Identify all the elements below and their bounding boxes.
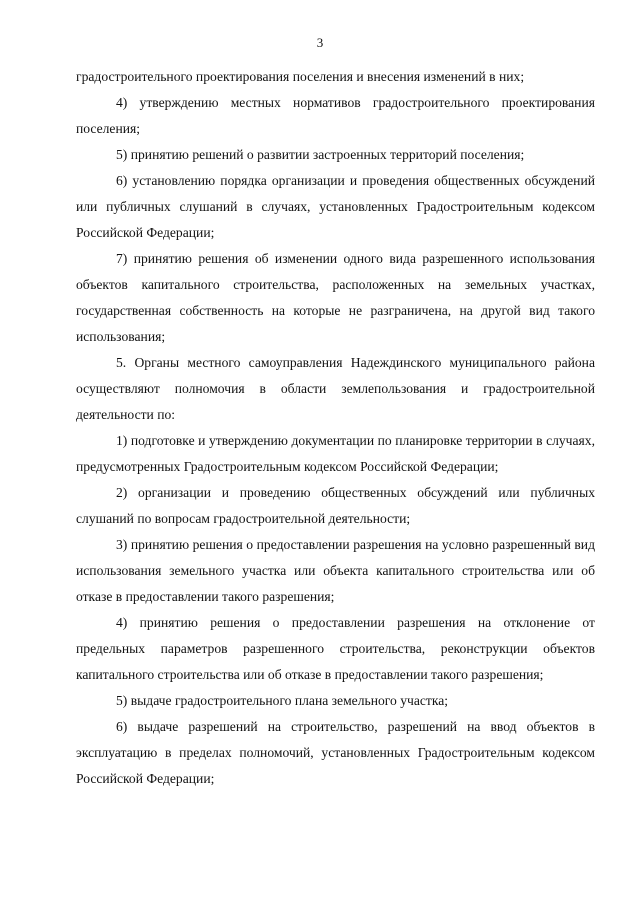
page-number: 3 [316,35,324,50]
paragraph: 2) организации и проведению общественных обсуждений или публичных слушаний по вопросам градостроительной деятельности; [76,485,595,526]
paragraph: 7) принятию решения об изменении одного вида разрешенного использования объектов капитального строительства, расположенных на земельных участках, государственная собственность на которые не разграничена, на другой вид такого использования; [76,251,595,344]
paragraph: 5. Органы местного самоуправления Надеждинского муниципального района осуществляют полномочия в области землепользования и градостроительной деятельности по: [76,355,595,422]
document-body [76,64,595,792]
paragraph: 5) выдаче градостроительного плана земельного участка; [116,693,449,708]
paragraph: 1) подготовке и утверждению документации по планировке территории в случаях, предусмотренных Градостроительным кодексом Российской Федерации; [76,433,595,474]
paragraph: 3) принятию решения о предоставлении разрешения на условно разрешенный вид использования земельного участка или объекта капитального строительства или об отказе в предоставлении такого разрешения; [76,537,595,604]
paragraph: 4) принятию решения о предоставлении разрешения на отклонение от предельных параметров разрешенного строительства, реконструкции объектов капитального строительства или об отказе в предоставлении такого разрешения; [76,615,595,682]
paragraph: 5) принятию решений о развитии застроенных территорий поселения; [116,147,525,162]
paragraph: 6) установлению порядка организации и проведения общественных обсуждений или публичных слушаний в случаях, установленных Градостроительным кодексом Российской Федерации; [76,173,595,240]
paragraph: 6) выдаче разрешений на строительство, разрешений на ввод объектов в эксплуатацию в пределах полномочий, установленных Градостроительным кодексом Российской Федерации; [76,719,595,786]
paragraph: градостроительного проектирования поселения и внесения изменений в них; [76,69,525,84]
paragraph: 4) утверждению местных нормативов градостроительного проектирования поселения; [76,95,595,136]
